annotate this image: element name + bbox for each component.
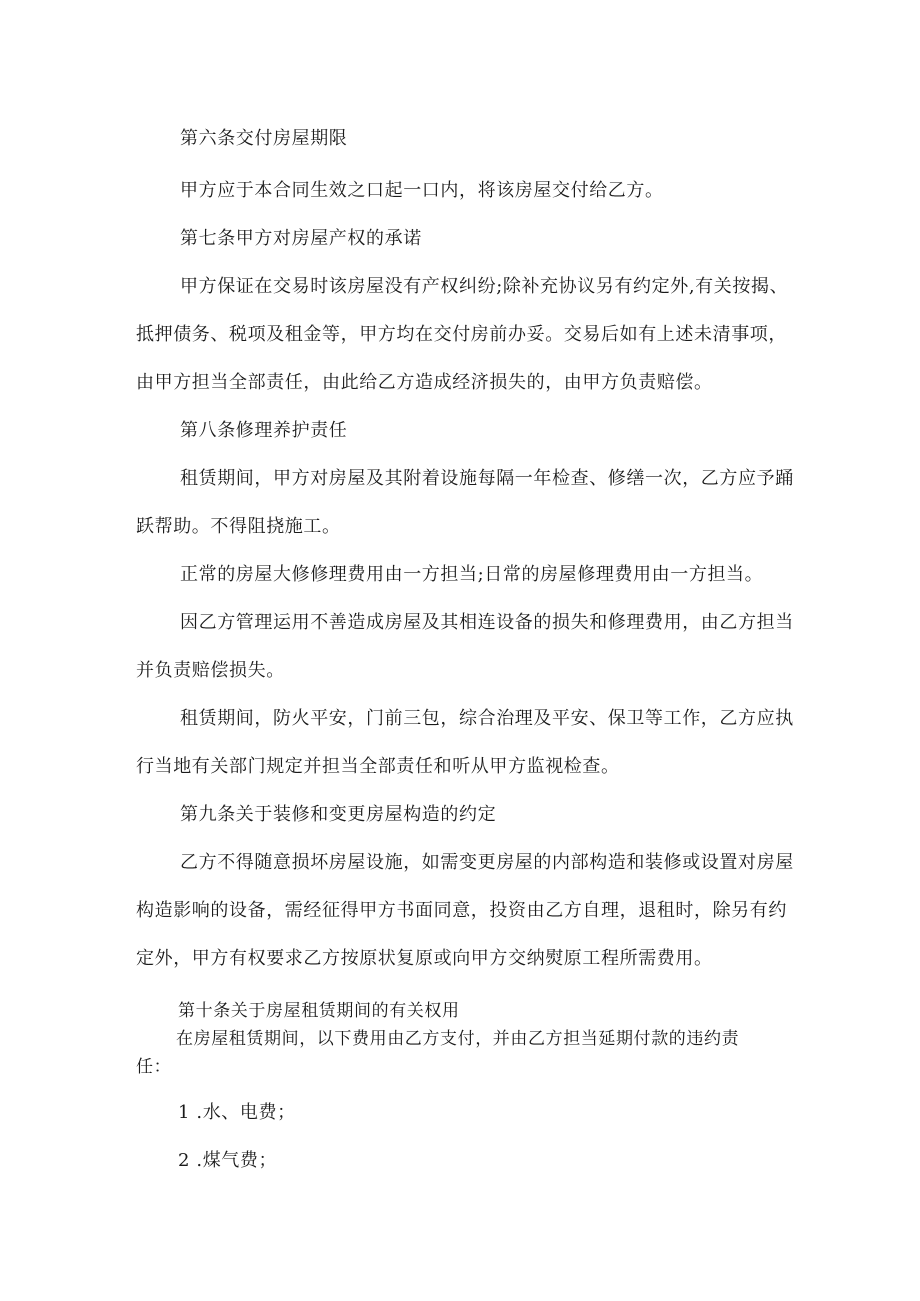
list-item-1: 1 .水、电费；: [178, 1102, 296, 1123]
article-9-body-line-2: 构造影响的设备，需经征得甲方书面同意，投资由乙方自理，退租时，除另有约: [136, 900, 787, 921]
article-6-body: 甲方应于本合同生效之口起一口内，将该房屋交付给乙方。: [180, 180, 664, 201]
article-8-p4-line-1: 租赁期间，防火平安，门前三包，综合治理及平安、保卫等工作，乙方应执: [180, 708, 794, 729]
article-7-body-line-3: 由甲方担当全部责任，由此给乙方造成经济损失的，由甲方负责赔偿。: [136, 372, 713, 393]
article-7-heading: 第七条甲方对房屋产权的承诺: [180, 228, 422, 249]
article-9-body-line-1: 乙方不得随意损坏房屋设施，如需变更房屋的内部构造和装修或设置对房屋: [180, 852, 794, 873]
article-9-body-line-3: 定外，甲方有权要求乙方按原状复原或向甲方交纳熨原工程所需费用。: [136, 948, 713, 969]
article-9-heading: 第九条关于装修和变更房屋构造的约定: [180, 804, 497, 825]
article-8-p1-line-1: 租赁期间，甲方对房屋及其附着设施每隔一年检查、修缮一次，乙方应予踊: [180, 468, 794, 489]
article-7-body-line-1: 甲方保证在交易时该房屋没有产权纠纷;除补充协议另有约定外,有关按揭、: [180, 276, 789, 297]
article-10-body-line-1: 在房屋租赁期间，以下费用由乙方支付，并由乙方担当延期付款的违约责: [176, 1029, 740, 1049]
article-10-body-line-2: 任：: [136, 1057, 172, 1077]
article-8-p4-line-2: 行当地有关部门规定并担当全部责任和听从甲方监视检查。: [136, 756, 620, 777]
article-10-heading: 第十条关于房屋租赁期间的有关权用: [178, 1001, 460, 1021]
article-8-p3-line-2: 并负责赔偿损失。: [136, 660, 285, 681]
list-item-2: 2 .煤气费；: [178, 1150, 278, 1171]
article-8-p3-line-1: 因乙方管理运用不善造成房屋及其相连设备的损失和修理费用，由乙方担当: [180, 612, 794, 633]
article-8-p1-line-2: 跃帮助。不得阻挠施工。: [136, 516, 341, 537]
article-8-heading: 第八条修理养护责任: [180, 420, 348, 441]
article-8-p2: 正常的房屋大修修理费用由一方担当;日常的房屋修理费用由一方担当。: [180, 564, 764, 585]
article-7-body-line-2: 抵押债务、税项及租金等，甲方均在交付房前办妥。交易后如有上述未清事项，: [136, 324, 787, 345]
article-6-heading: 第六条交付房屋期限: [180, 128, 348, 149]
